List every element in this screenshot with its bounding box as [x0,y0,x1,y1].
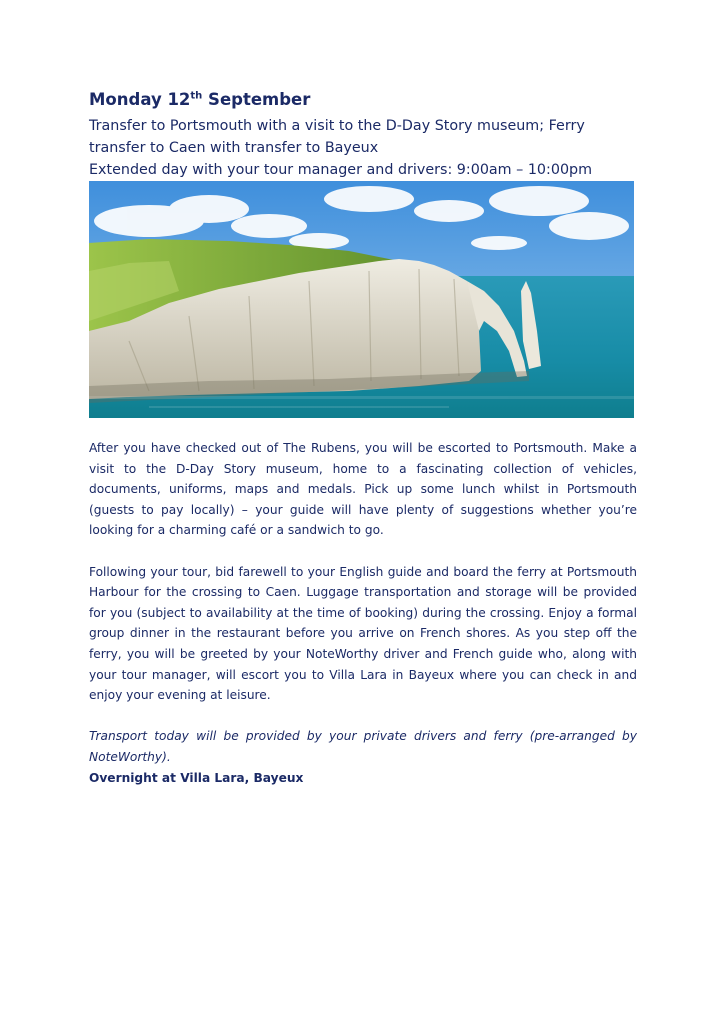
day-header [89,88,637,181]
description-paragraph-2: Following your tour, bid farewell to your English guide and board the ferry at Portsmouth Harbour for the crossing to Caen. Luggage transportation and storage will be provided for you (subject to availability at the time of booking) during the crossing. Enjoy a formal group dinner in the restaurant before you arrive on French shores. As you step off the ferry, you will be greeted by your NoteWorthy driver and French guide who, along with your tour manager, will escort you to Villa Lara in Bayeux where you can check in and enjoy your evening at leisure. [89,564,637,703]
description-paragraph-1: After you have checked out of The Rubens, you will be escorted to Portsmouth. Make a visit to the D-Day Story museum, home to a fascinating collection of vehicles, documents, uniforms, maps and medals. Pick up some lunch whilst in Portsmouth (guests to pay locally) – your guide will have plenty of suggestions whether you’re looking for a charming café or a sandwich to go. [89,441,637,538]
day-month: September [202,90,311,109]
day-label: Monday 12 [89,90,191,109]
day-subtitle: Transfer to Portsmouth with a visit to the D-Day Story museum; Ferry transfer to Caen with transfer to Bayeux [89,118,585,156]
transport-note: Transport today will be provided by your private drivers and ferry (pre-arranged by NoteWorthy). [89,729,637,764]
cliffs-photo [89,181,634,418]
day-description [89,438,637,788]
day-heading [89,88,637,112]
day-suffix: th [190,90,203,102]
overnight-location: Overnight at Villa Lara, Bayeux [89,770,304,785]
day-hours: Extended day with your tour manager and drivers: 9:00am – 10:00pm [89,162,593,178]
